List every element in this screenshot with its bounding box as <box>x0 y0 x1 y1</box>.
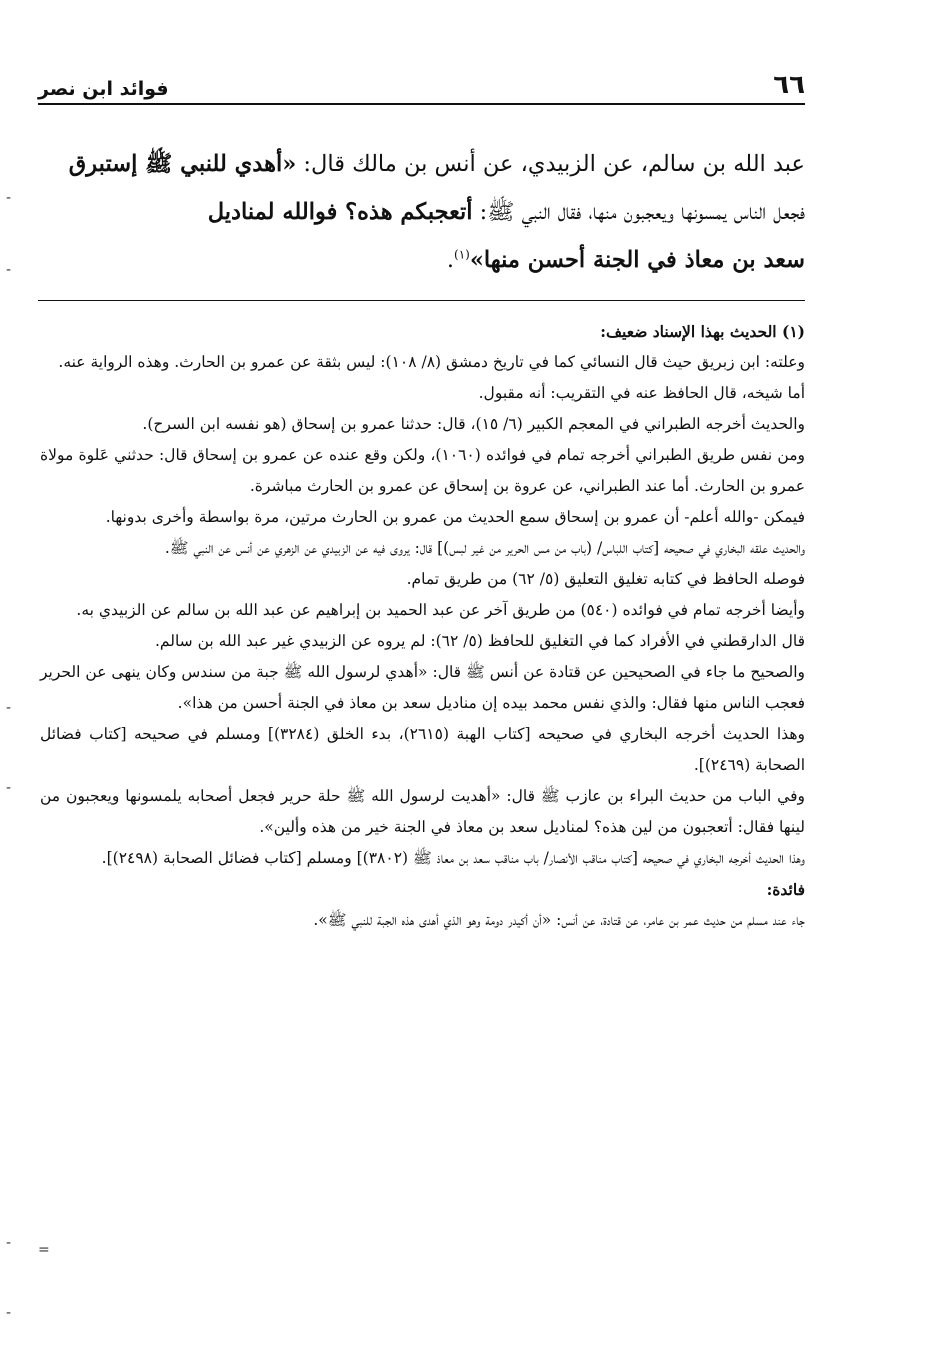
footnote-line: وعلته: ابن زبريق حيث قال النسائي كما في تاريخ دمشق (٨/ ١٠٨): ليس بثقة عن عمرو بن الحارث. وهذه الرواية عنه. <box>58 353 805 371</box>
footnote-line: وأيضا أخرجه تمام في فوائده (٥٤٠) من طريق آخر عن عبد الحميد بن إبراهيم عن عبد الله بن سالم عن الزبيدي به. <box>76 601 805 619</box>
margin-mark: - <box>6 780 12 796</box>
footnote-separator <box>38 300 805 301</box>
main-text-end: . <box>446 247 454 273</box>
margin-mark: = <box>38 1242 50 1258</box>
faida-heading: فائدة: <box>766 880 805 899</box>
main-line <box>40 188 805 236</box>
margin-mark: - <box>6 262 12 278</box>
hadith-quote: أتعجبكم هذه؟ فوالله لمناديل <box>207 199 473 225</box>
footnote-line: والصحيح ما جاء في الصحيحين عن قتادة عن أنس ﷺ قال: «أهدي لرسول الله ﷺ جبة من سندس وكان ينهى عن الحرير فعجب الناس منها فقال: والذي نفس محمد بيده إن مناديل سعد بن معاذ في الجنة أحسن من هذا». <box>40 663 805 712</box>
margin-mark: - <box>6 190 12 206</box>
main-line <box>40 140 805 188</box>
footnote-line: وفي الباب من حديث البراء بن عازب ﷺ قال: «أهديت لرسول الله ﷺ حلة حرير فجعل أصحابه يلمسونها ويعجبون من لينها فقال: أتعجبون من لين هذه؟ لمناديل سعد بن معاذ في الجنة خير من هذه وألين». <box>40 787 805 836</box>
footnote-line: ومن نفس طريق الطبراني أخرجه تمام في فوائده (١٠٦٠)، ولكن وقع عنده عن عمرو بن إسحاق قال: حدثني عَلوة مولاة عمرو بن الحارث. أما عند الطبراني، عن عروة بن إسحاق عن عمرو بن الحارث مباشرة. <box>40 446 805 495</box>
margin-mark: - <box>6 1235 12 1251</box>
footnote-line: والحديث أخرجه الطبراني في المعجم الكبير (٦/ ١٥)، قال: حدثنا عمرو بن إسحاق (هو نفسه ابن السرح). <box>142 415 805 433</box>
margin-mark: - <box>6 1305 12 1321</box>
main-text-plain: فجعل الناس يمسونها ويعجبون منها، فقال النبي ﷺ: <box>472 199 805 225</box>
footnote-line: قال الدارقطني في الأفراد كما في التغليق للحافظ (٥/ ٦٢): لم يروه عن الزبيدي غير عبد الله بن سالم. <box>154 632 805 650</box>
footnote-line: أما شيخه، قال الحافظ عنه في التقريب: أنه مقبول. <box>478 384 805 402</box>
main-text <box>40 140 805 284</box>
page-number: ٦٦ <box>773 70 805 100</box>
footnote-heading: (١) الحديث بهذا الإسناد ضعيف: <box>600 322 805 341</box>
hadith-quote: سعد بن معاذ في الجنة أحسن منها» <box>469 247 805 273</box>
footnotes <box>40 316 805 936</box>
margin-mark: - <box>6 700 12 716</box>
footnote-line: فوصله الحافظ في كتابه تغليق التعليق (٥/ ٦٢) من طريق تمام. <box>406 570 805 588</box>
hadith-quote: «أهدي للنبي ﷺ إستبرق <box>68 151 297 177</box>
page-header <box>38 60 805 100</box>
footnote-line: والحديث علقه البخاري في صحيحه [كتاب اللباس/ (باب من مس الحرير من غير لبس)] قال: يروى فيه عن الزبيدي عن الزهري عن أنس عن النبي ﷺ. <box>164 539 805 557</box>
main-line <box>40 236 805 284</box>
footnote-reference[interactable]: (١) <box>454 247 470 262</box>
book-title: فوائد ابن نصر <box>38 78 169 100</box>
footnote-line: وهذا الحديث أخرجه البخاري في صحيحه [كتاب مناقب الأنصار/ باب مناقب سعد بن معاذ ﷺ (٣٨٠٢)] ومسلم [كتاب فضائل الصحابة (٢٤٩٨)]. <box>101 849 805 867</box>
faida-text: جاء عند مسلم من حديث عمر بن عامر، عن قتادة، عن أنس: «أن أكيدر دومة وهو الذي أهدى هذه الجبة للنبي ﷺ». <box>313 911 805 929</box>
footnote-line: فيمكن -والله أعلم- أن عمرو بن إسحاق سمع الحديث من عمرو بن الحارث مرتين، مرة بواسطة وأخرى بدونها. <box>105 508 805 526</box>
footnote-line: وهذا الحديث أخرجه البخاري في صحيحه [كتاب الهبة (٢٦١٥)، بدء الخلق (٣٢٨٤)] ومسلم في صحيحه [كتاب فضائل الصحابة (٢٤٦٩)]. <box>40 725 805 774</box>
header-rule <box>38 103 805 105</box>
main-text-plain: عبد الله بن سالم، عن الزبيدي، عن أنس بن مالك قال: <box>296 151 805 177</box>
